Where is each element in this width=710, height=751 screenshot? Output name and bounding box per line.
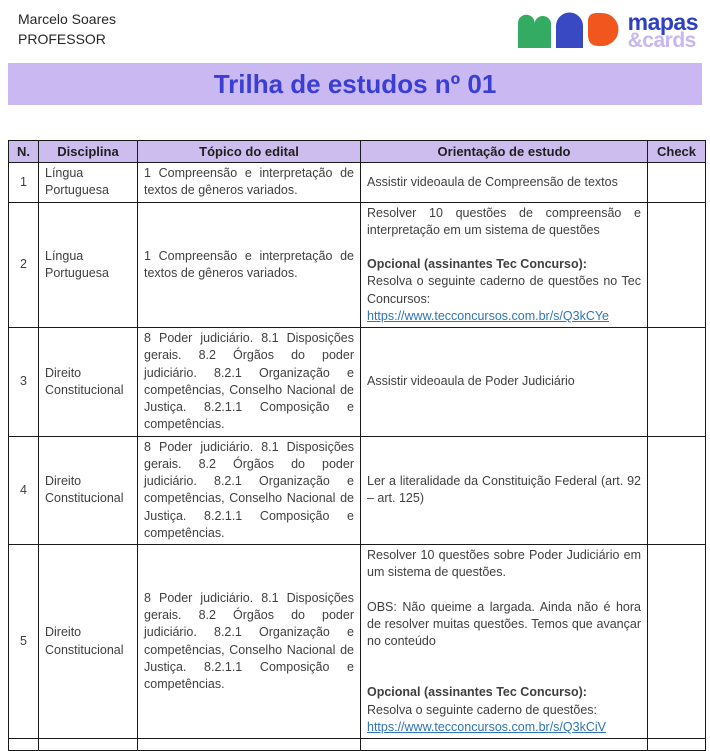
guidance-cell: [361, 202, 648, 328]
discipline-cell: [39, 739, 138, 751]
col-header-topico: Tópico do edital: [138, 141, 361, 163]
blank-line: [367, 650, 641, 667]
check-cell: [648, 163, 706, 203]
col-header-check: Check: [648, 141, 706, 163]
logo-shapes: [518, 12, 624, 48]
guidance-paragraph: Resolva o seguinte caderno de questões no Tec Concursos:: [367, 274, 641, 306]
check-cell: [648, 436, 706, 545]
row-number: [9, 739, 39, 751]
topic-cell: 8 Poder judiciário. 8.1 Disposições gerais. 8.2 Órgãos do poder judiciário. 8.2.1 Organização e competências, Conselho Nacional de Justiça. 8.2.1.1 Composição e competências.: [138, 436, 361, 545]
topic-cell: 8 Poder judiciário. 8.1 Disposições gerais. 8.2 Órgãos do poder judiciário. 8.2.1 Organização e competências, Conselho Nacional de Justiça. 8.2.1.1 Composição e competências.: [138, 328, 361, 437]
blank-line: [367, 239, 641, 256]
guidance-paragraph: Resolva o seguinte caderno de questões:: [367, 702, 598, 717]
table-row: [9, 202, 706, 328]
logo-orange-blob-icon: [588, 12, 619, 47]
table-row: [9, 436, 706, 545]
guidance-paragraph: Resolver 10 questões de compreensão e interpretação em um sistema de questões: [367, 205, 641, 237]
logo-blue-arch-icon: [556, 12, 583, 48]
tec-concursos-link[interactable]: https://www.tecconcursos.com.br/s/Q3kCYe: [367, 308, 609, 323]
row-number: 4: [9, 436, 39, 545]
discipline-cell: Língua Portuguesa: [39, 163, 138, 203]
table-row: [9, 328, 706, 437]
study-plan-table: [8, 140, 706, 751]
page-title: Trilha de estudos nº 01: [213, 68, 497, 99]
blank-line: [367, 667, 641, 684]
guidance-cell: [361, 545, 648, 739]
topic-cell: 1 Compreensão e interpretação de textos de gêneros variados.: [138, 163, 361, 203]
table-row: [9, 163, 706, 203]
topic-cell: [138, 739, 361, 751]
check-cell: [648, 202, 706, 328]
discipline-cell: Língua Portuguesa: [39, 202, 138, 328]
discipline-cell: Direito Constitucional: [39, 328, 138, 437]
author-block: [18, 10, 116, 49]
row-number: 1: [9, 163, 39, 203]
guidance-optional-label: Opcional (assinantes Tec Concurso):: [367, 685, 587, 700]
guidance-cell: Assistir videoaula de Poder Judiciário: [361, 328, 648, 437]
guidance-cell: Ler a literalidade da Constituição Federal (art. 92 – art. 125): [361, 436, 648, 545]
title-banner: [8, 63, 702, 105]
discipline-cell: Direito Constitucional: [39, 436, 138, 545]
table-header-row: [9, 141, 706, 163]
topic-cell: 1 Compreensão e interpretação de textos de gêneros variados.: [138, 202, 361, 328]
check-cell: [648, 328, 706, 437]
row-number: 2: [9, 202, 39, 328]
table-row: [9, 545, 706, 739]
page-header: [0, 0, 710, 50]
discipline-cell: Direito Constitucional: [39, 545, 138, 739]
blank-line: [367, 582, 641, 599]
check-cell: [648, 739, 706, 751]
logo-word-cards: &cards: [627, 28, 696, 52]
col-header-orientacao: Orientação de estudo: [361, 141, 648, 163]
logo-green-m-icon: [518, 12, 551, 48]
col-header-n: N.: [9, 141, 39, 163]
col-header-disciplina: Disciplina: [39, 141, 138, 163]
guidance-obs-paragraph: OBS: Não queime a largada. Ainda não é hora de resolver muitas questões. Temos que avançar no conteúdo: [367, 599, 641, 648]
topic-cell: 8 Poder judiciário. 8.1 Disposições gerais. 8.2 Órgãos do poder judiciário. 8.2.1 Organização e competências, Conselho Nacional de Justiça. 8.2.1.1 Composição e competências.: [138, 545, 361, 739]
guidance-paragraph: Resolver 10 questões sobre Poder Judiciário em um sistema de questões.: [367, 548, 641, 580]
guidance-optional-label: Opcional (assinantes Tec Concurso):: [367, 257, 587, 271]
row-number: 3: [9, 328, 39, 437]
mapas-cards-logo: [518, 9, 698, 52]
author-name: Marcelo Soares: [18, 11, 117, 27]
logo-wordmark: [627, 9, 698, 52]
table-row-cutoff: [9, 739, 706, 751]
tec-concursos-link[interactable]: https://www.tecconcursos.com.br/s/Q3kCiV: [367, 719, 606, 734]
guidance-cell: Assistir videoaula de Compreensão de textos: [361, 163, 648, 203]
row-number: 5: [9, 545, 39, 739]
author-role: PROFESSOR: [18, 30, 106, 47]
check-cell: [648, 545, 706, 739]
guidance-cell: [361, 739, 648, 751]
logo-word-mapas: mapas: [627, 9, 698, 35]
